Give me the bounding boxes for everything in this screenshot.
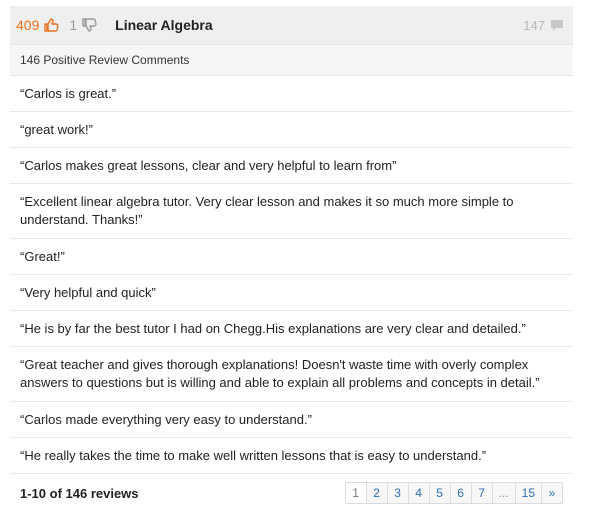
page-4[interactable]: 4 [408,483,429,503]
comment-text: “Very helpful and quick” [20,285,156,300]
comment-item [10,76,573,112]
page-5[interactable]: 5 [429,483,450,503]
comments-count-value: 147 [523,17,545,33]
thumb-down-icon[interactable] [81,18,97,32]
page-ellipsis: ... [492,483,515,503]
course-title: Linear Algebra [115,17,213,33]
comment-text: “Excellent linear algebra tutor. Very clear lesson and makes it so much more simple to understand. Thanks!” [20,194,514,227]
page-7[interactable]: 7 [471,483,492,503]
comments-count[interactable] [523,18,565,33]
comment-text: “Carlos made everything very easy to understand.” [20,412,312,427]
review-header [10,6,573,44]
comments-list [10,76,573,474]
comment-item [10,148,573,184]
thumb-up-icon[interactable] [43,18,59,32]
reviews-panel [10,6,573,519]
pagination [345,482,563,504]
comments-subheader-label: 146 Positive Review Comments [20,53,190,67]
comment-text: “Great teacher and gives thorough explanations! Doesn't waste time with overly complex answers to questions but is willing and able to explain all problems and concepts in detail.” [20,357,540,390]
page-1[interactable]: 1 [346,483,366,503]
page-15[interactable]: 15 [515,483,541,503]
comment-text: “He is by far the best tutor I had on Chegg.His explanations are very clear and detailed.” [20,321,526,336]
comment-item [10,347,573,402]
downvote-count: 1 [69,17,78,33]
comment-item [10,311,573,347]
comment-item [10,438,573,474]
comment-item [10,112,573,148]
comment-text: “great work!” [20,122,93,137]
next-page-button[interactable]: » [541,483,562,503]
comment-item [10,402,573,438]
comment-item [10,275,573,311]
downvote-group[interactable] [59,17,97,33]
upvote-group[interactable] [16,17,59,33]
reviews-summary: 1-10 of 146 reviews [20,485,139,501]
reviews-footer [10,474,573,512]
comment-text: “Carlos is great.” [20,86,117,101]
page-6[interactable]: 6 [450,483,471,503]
page-2[interactable]: 2 [366,483,387,503]
comment-item [10,184,573,239]
comments-subheader [10,44,573,76]
comment-item [10,239,573,275]
speech-bubble-icon [549,18,565,32]
comment-text: “Great!” [20,249,65,264]
comment-text: “Carlos makes great lessons, clear and very helpful to learn from” [20,158,397,173]
comment-text: “He really takes the time to make well written lessons that is easy to understand.” [20,448,487,463]
page-3[interactable]: 3 [387,483,408,503]
upvote-count: 409 [16,17,40,33]
